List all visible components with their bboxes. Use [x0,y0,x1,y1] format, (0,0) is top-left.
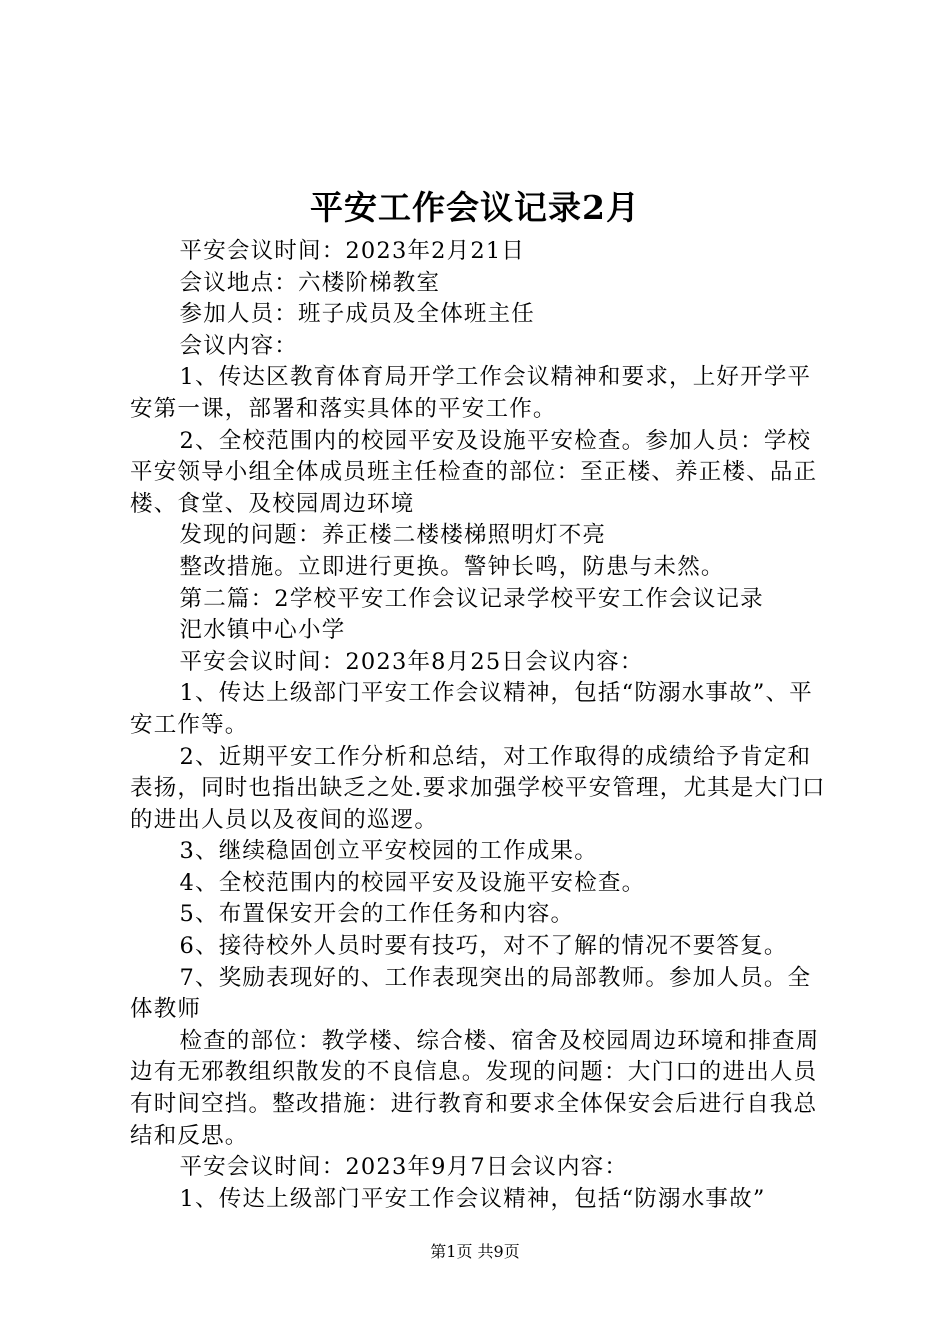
paragraph: 发现的问题：养正楼二楼楼梯照明灯不亮 [179,522,607,549]
paragraph: 2、全校范围内的校园平安及设施平安检查。参加人员：学校平安领导小组全体成员班主任检查的部位：至正楼、养正楼、品正楼、食堂、及校园周边环境 [130,427,818,517]
paragraph: 1、传达上级部门平安工作会议精神，包括“防溺水事故” [179,1185,766,1212]
paragraph: 7、奖励表现好的、工作表现突出的局部教师。参加人员。全体教师 [130,964,812,1023]
paragraph: 第二篇：2学校平安工作会议记录学校平安工作会议记录 [179,585,764,612]
paragraph: 平安会议时间：2023年8月25日会议内容： [179,648,644,675]
document-body [130,236,830,1215]
paragraph: 平安会议时间：2023年2月21日 [179,238,526,264]
paragraph: 检查的部位：教学楼、综合楼、宿舍及校园周边环境和排查周边有无邪教组织散发的不良信息。发现的问题：大门口的进出人员有时间空挡。整改措施：进行教育和要求全体保安会后进行自我总结和反思。 [130,1027,820,1149]
page-footer: 第1页 共9页 [430,1242,520,1261]
paragraph: 平安会议时间：2023年9月7日会议内容： [179,1154,629,1181]
paragraph: 会议内容： [179,332,299,359]
paragraph: 3、继续稳固创立平安校园的工作成果。 [179,838,598,865]
paragraph: 整改措施。立即进行更换。警钟长鸣，防患与未然。 [179,553,725,580]
paragraph: 会议地点：六楼阶梯教室 [179,269,441,296]
paragraph: 2、近期平安工作分析和总结，对工作取得的成绩给予肯定和表扬，同时也指出缺乏之处.要求加强学校平安管理，尤其是大门口的进出人员以及夜间的巡逻。 [130,743,826,833]
paragraph: 1、传达区教育体育局开学工作会议精神和要求，上好开学平安第一课，部署和落实具体的平安工作。 [130,364,812,422]
paragraph: 汜水镇中心小学 [179,617,346,644]
paragraph: 4、全校范围内的校园平安及设施平安检查。 [179,869,646,896]
paragraph: 6、接待校外人员时要有技巧，对不了解的情况不要答复。 [179,933,788,960]
document-title: 平安工作会议记录2月 [310,188,640,227]
paragraph: 5、布置保安开会的工作任务和内容。 [179,901,575,928]
paragraph: 参加人员：班子成员及全体班主任 [179,301,536,328]
paragraph: 1、传达上级部门平安工作会议精神，包括“防溺水事故”、平安工作等。 [130,680,813,738]
